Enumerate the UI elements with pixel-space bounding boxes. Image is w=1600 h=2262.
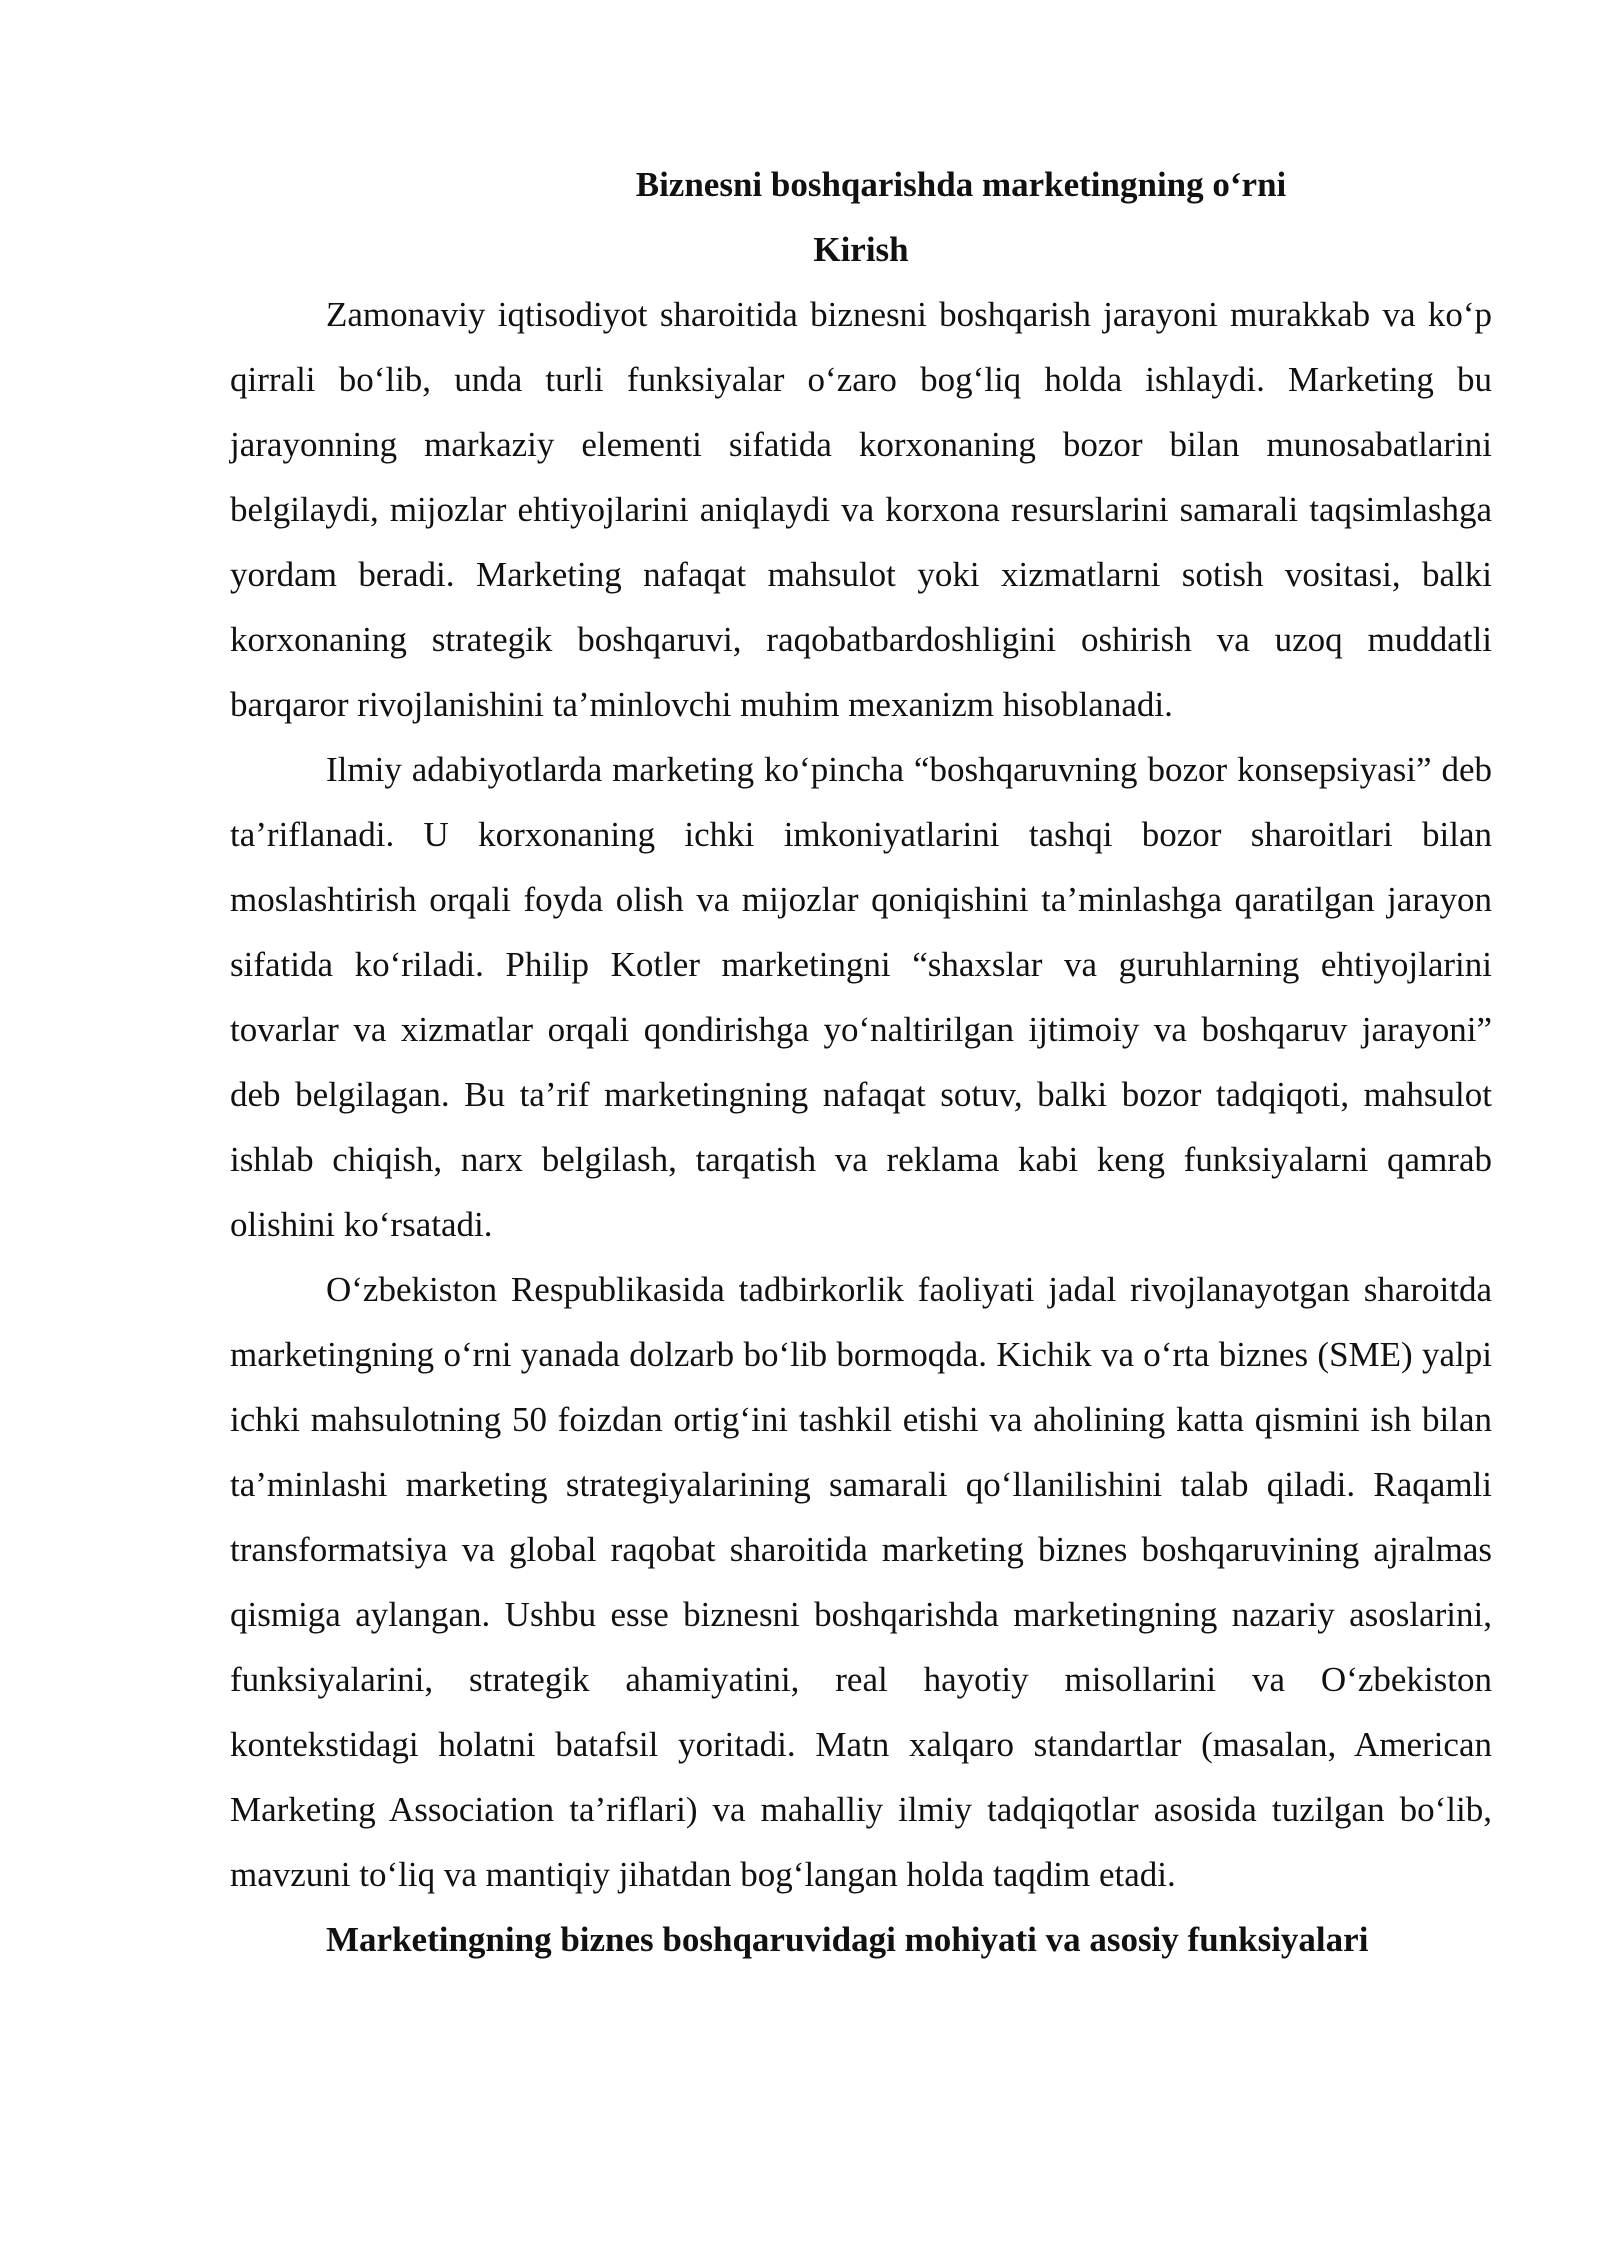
section-heading: Marketingning biznes boshqaruvidagi mohiyati va asosiy funksiyalari [326,1920,1369,1959]
paragraph-1: Zamonaviy iqtisodiyot sharoitida biznesni boshqarish jarayoni murakkab va ko‘p qirrali bo‘lib, unda turli funksiyalar o‘zaro bog‘liq holda ishlaydi. Marketing bu jarayonning markaziy elementi sifatida korxonaning bozor bilan munosabatlarini belgilaydi, mijozlar ehtiyojlarini aniqlaydi va korxona resurslarini samarali taqsimlashga yordam beradi. Marketing nafaqat mahsulot yoki xizmatlarni sotish vositasi, balki korxonaning strategik boshqaruvi, raqobatbardoshligini oshirish va uzoq muddatli barqaror rivojlanishini ta’minlovchi muhim mexanizm hisoblanadi. [230,295,1492,724]
paragraph-2: Ilmiy adabiyotlarda marketing ko‘pincha “boshqaruvning bozor konsepsiyasi” deb ta’riflanadi. U korxonaning ichki imkoniyatlarini tashqi bozor sharoitlari bilan moslashtirish orqali foyda olish va mijozlar qoniqishini ta’minlashga qaratilgan jarayon sifatida ko‘riladi. Philip Kotler marketingni “shaxslar va guruhlarning ehtiyojlarini tovarlar va xizmatlar orqali qondirishga yo‘naltirilgan ijtimoiy va boshqaruv jarayoni” deb belgilagan. Bu ta’rif marketingning nafaqat sotuv, balki bozor tadqiqoti, mahsulot ishlab chiqish, narx belgilash, tarqatish va reklama kabi keng funksiyalarni qamrab olishini ko‘rsatadi. [230,750,1492,1244]
paragraph-3: O‘zbekiston Respublikasida tadbirkorlik faoliyati jadal rivojlanayotgan sharoitda marketingning o‘rni yanada dolzarb bo‘lib bormoqda. Kichik va o‘rta biznes (SME) yalpi ichki mahsulotning 50 foizdan ortig‘ini tashkil etishi va aholining katta qismini ish bilan ta’minlashi marketing strategiyalarining samarali qo‘llanilishini talab qiladi. Raqamli transformatsiya va global raqobat sharoitida marketing biznes boshqaruvining ajralmas qismiga aylangan. Ushbu esse biznesni boshqarishda marketingning nazariy asoslarini, funksiyalarini, strategik ahamiyatini, real hayotiy misollarini va O‘zbekiston kontekstidagi holatni batafsil yoritadi. Matn xalqaro standartlar (masalan, American Marketing Association ta’riflari) va mahalliy ilmiy tadqiqotlar asosida tuzilgan bo‘lib, mavzuni to‘liq va mantiqiy jihatdan bog‘langan holda taqdim etadi. [230,1270,1492,1894]
document-body [230,152,1492,1972]
document-title: Biznesni boshqarishda marketingning o‘rni [635,165,1287,204]
intro-heading: Kirish [813,230,909,269]
